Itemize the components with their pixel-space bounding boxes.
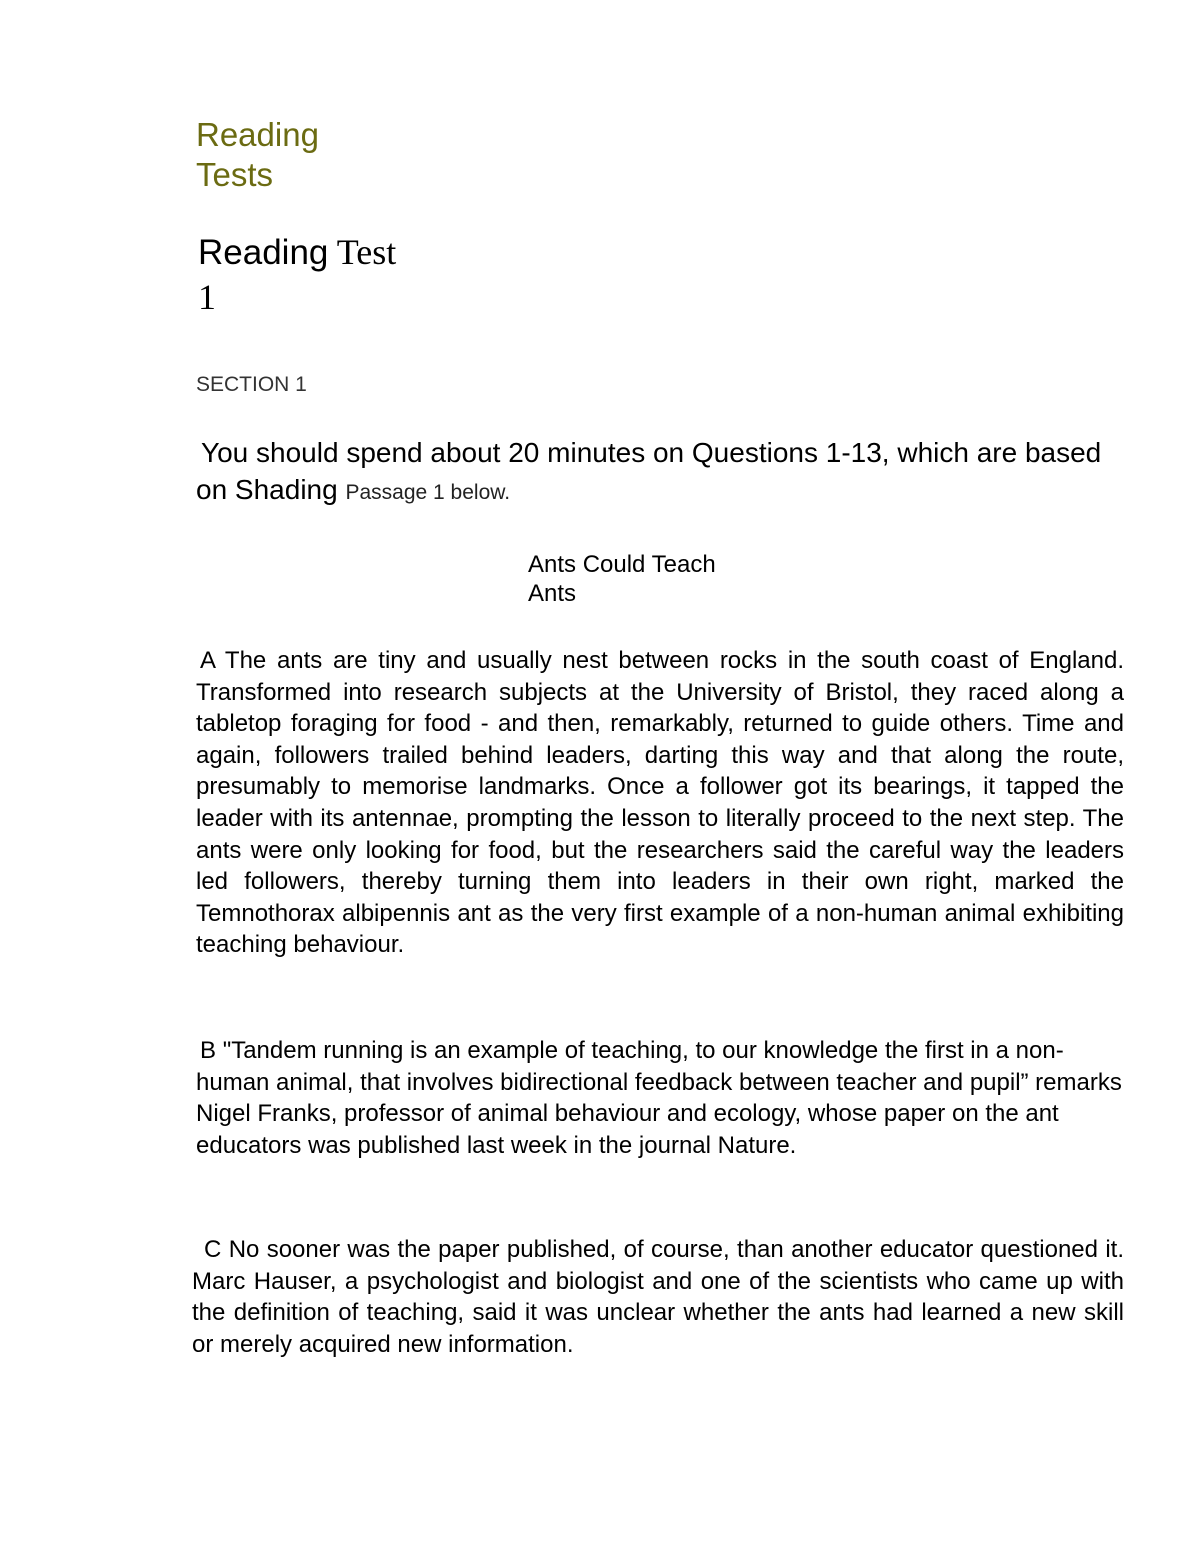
paragraph-text: The ants are tiny and usually nest between rocks in the south coast of England. Transformed into research subjects at the University of Bristol, they raced along a tabletop foraging for food - and then, remarkably, returned to guide others. Time and again, followers trailed behind leaders, darting this way and that along the route, presumably to memorise landmarks. Once a follower got its bearings, it tapped the leader with its antennae, prompting the lesson to literally proceed to the next step. The ants were only looking for food, but the researchers said the careful way the leaders led followers, thereby turning them into leaders in their own right, marked the Temnothorax albipennis ant as the very first example of a non-human animal exhibiting teaching behaviour. xyxy=(196,647,1124,959)
test-title xyxy=(198,230,396,319)
instruction-tail: Passage 1 below. xyxy=(345,481,511,504)
passage-paragraph-b xyxy=(196,1035,1124,1161)
paragraph-text: No sooner was the paper published, of course, than another educator questioned it. Marc Hauser, a psychologist and biologist and one of the scientists who came up with the definition of teaching, said it was unclear whether the ants had learned a new skill or merely acquired new information. xyxy=(192,1236,1124,1358)
test-number: 1 xyxy=(198,277,216,317)
document-title-line-1: Reading xyxy=(196,116,319,153)
test-title-lead: Reading xyxy=(198,233,329,272)
document-title-line-2: Tests xyxy=(196,156,274,193)
test-title-rest: Test xyxy=(328,232,397,272)
paragraph-label: A xyxy=(200,647,215,674)
passage-paragraph-a xyxy=(196,645,1124,961)
instruction-text xyxy=(196,434,1126,511)
section-label: SECTION 1 xyxy=(196,373,307,396)
passage-title-line-1: Ants Could Teach xyxy=(528,551,716,578)
passage-title xyxy=(528,550,716,608)
passage-paragraph-c xyxy=(192,1234,1124,1360)
paragraph-label: C xyxy=(204,1236,222,1263)
instruction-main: You should spend about 20 minutes on Questions 1-13, which are based on Shading xyxy=(196,437,1102,505)
document-title xyxy=(196,115,319,195)
paragraph-text: "Tandem running is an example of teaching, to our knowledge the first in a non-human animal, that involves bidirectional feedback between teacher and pupil” remarks Nigel Franks, professor of animal behaviour and ecology, whose paper on the ant educators was published last week in the journal Nature. xyxy=(196,1037,1122,1159)
passage-title-line-2: Ants xyxy=(528,580,577,607)
paragraph-label: B xyxy=(200,1037,217,1064)
